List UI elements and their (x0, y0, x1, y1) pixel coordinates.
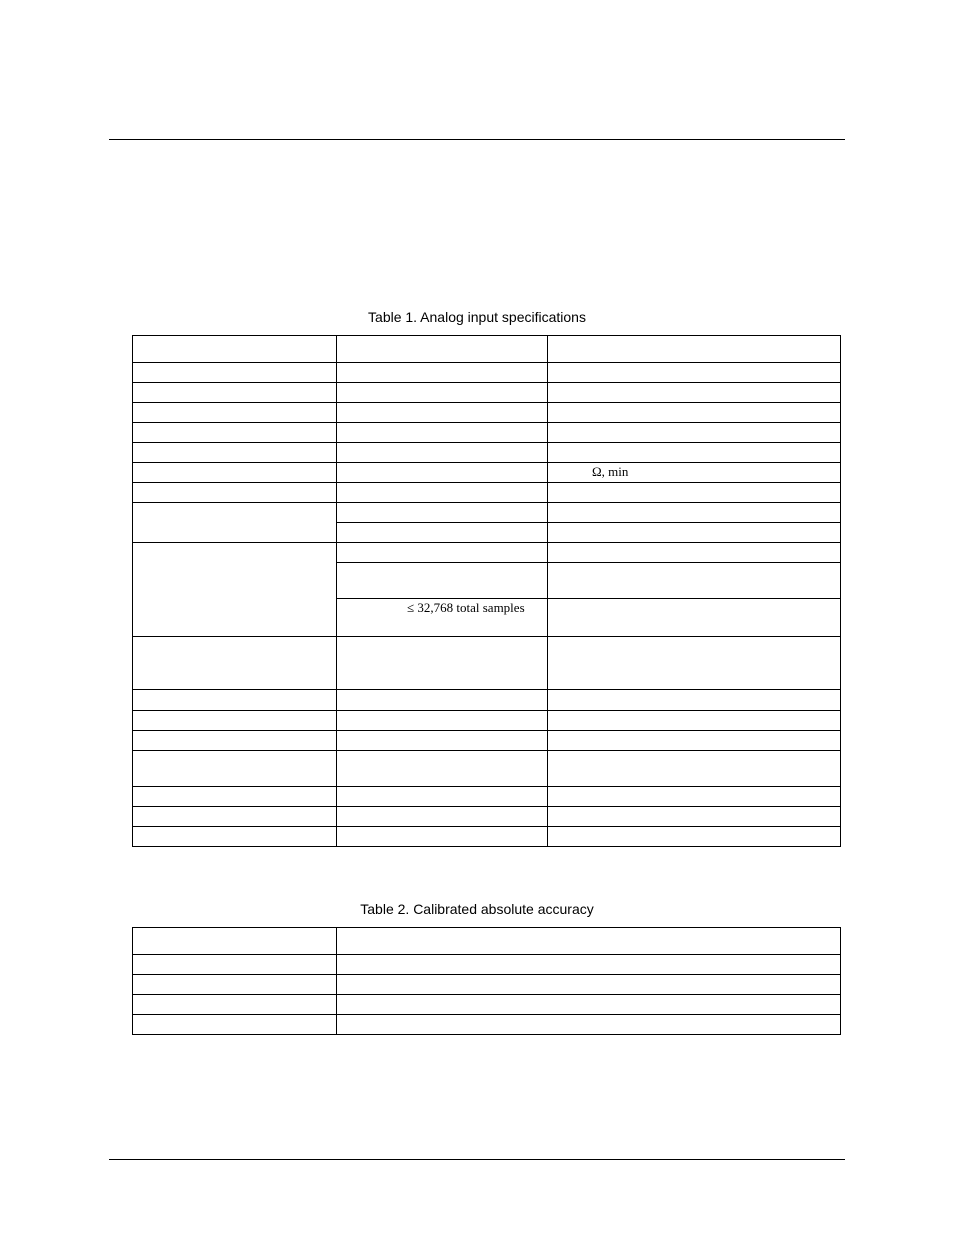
table-row (133, 443, 841, 463)
table-row (133, 463, 841, 483)
table-row (133, 543, 841, 563)
table-row (133, 363, 841, 383)
table-row (133, 383, 841, 403)
table-row (133, 336, 841, 363)
calibrated-accuracy-table (132, 927, 841, 1035)
input-impedance-value-cell (548, 463, 841, 483)
table-row (133, 955, 841, 975)
table-row (133, 827, 841, 847)
table-row (133, 711, 841, 731)
table-row (133, 807, 841, 827)
table-row (133, 928, 841, 955)
table-row (133, 637, 841, 690)
table-row (133, 751, 841, 787)
table-row (133, 690, 841, 711)
table-row (133, 995, 841, 1015)
header-rule (109, 139, 845, 140)
table-row (133, 731, 841, 751)
table-row (133, 975, 841, 995)
table-row (133, 483, 841, 503)
table-row (133, 787, 841, 807)
impedance-text: Ω, min (592, 464, 629, 479)
table1-caption: Table 1. Analog input specifications (368, 309, 586, 325)
analog-input-spec-table (132, 335, 841, 847)
total-samples-cell (337, 599, 548, 637)
table2-caption: Table 2. Calibrated absolute accuracy (360, 901, 594, 917)
table-row (133, 1015, 841, 1035)
table-row (133, 403, 841, 423)
table-row (133, 423, 841, 443)
footer-rule (109, 1159, 845, 1160)
total-samples-text: ≤ 32,768 total samples (407, 600, 525, 615)
table-row (133, 503, 841, 523)
